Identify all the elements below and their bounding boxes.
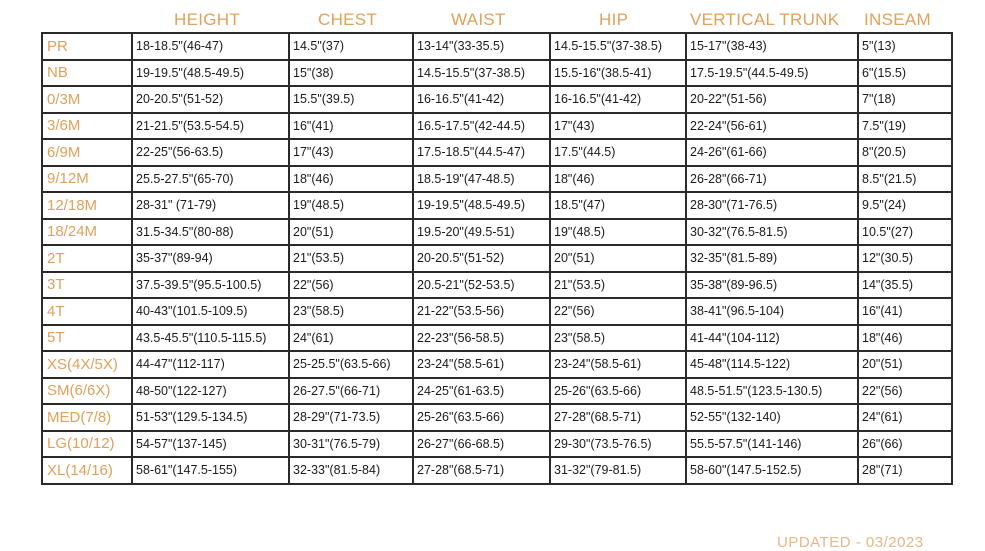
hip-cell: 27-28"(68.5-71)	[550, 404, 686, 431]
table-row	[42, 404, 952, 431]
header-inseam: INSEAM	[864, 10, 931, 29]
chest-cell: 18"(46)	[289, 166, 413, 193]
table-row	[42, 457, 952, 484]
hip-cell: 22"(56)	[550, 298, 686, 325]
height-cell: 21-21.5"(53.5-54.5)	[132, 113, 289, 140]
height-cell: 31.5-34.5"(80-88)	[132, 219, 289, 246]
size-cell: LG(10/12)	[42, 431, 132, 458]
waist-cell: 14.5-15.5"(37-38.5)	[413, 60, 550, 87]
waist-cell: 16-16.5"(41-42)	[413, 86, 550, 113]
height-cell: 58-61"(147.5-155)	[132, 457, 289, 484]
height-cell: 51-53"(129.5-134.5)	[132, 404, 289, 431]
chest-cell: 24"(61)	[289, 325, 413, 352]
inseam-cell: 7"(18)	[858, 86, 952, 113]
table-row	[42, 298, 952, 325]
table-row	[42, 351, 952, 378]
vertical-trunk-cell: 55.5-57.5"(141-146)	[686, 431, 858, 458]
height-cell: 20-20.5"(51-52)	[132, 86, 289, 113]
height-cell: 40-43"(101.5-109.5)	[132, 298, 289, 325]
waist-cell: 20-20.5"(51-52)	[413, 245, 550, 272]
waist-cell: 20.5-21"(52-53.5)	[413, 272, 550, 299]
table-row	[42, 60, 952, 87]
inseam-cell: 14"(35.5)	[858, 272, 952, 299]
waist-cell: 16.5-17.5"(42-44.5)	[413, 113, 550, 140]
waist-cell: 19.5-20"(49.5-51)	[413, 219, 550, 246]
hip-cell: 17"(43)	[550, 113, 686, 140]
waist-cell: 22-23"(56-58.5)	[413, 325, 550, 352]
height-cell: 28-31" (71-79)	[132, 192, 289, 219]
table-row	[42, 219, 952, 246]
header-hip: HIP	[599, 10, 629, 29]
vertical-trunk-cell: 58-60"(147.5-152.5)	[686, 457, 858, 484]
waist-cell: 21-22"(53.5-56)	[413, 298, 550, 325]
inseam-cell: 5"(13)	[858, 33, 952, 60]
header-height: HEIGHT	[174, 10, 241, 29]
height-cell: 19-19.5"(48.5-49.5)	[132, 60, 289, 87]
hip-cell: 18.5"(47)	[550, 192, 686, 219]
vertical-trunk-cell: 24-26"(61-66)	[686, 139, 858, 166]
table-row	[42, 113, 952, 140]
vertical-trunk-cell: 48.5-51.5"(123.5-130.5)	[686, 378, 858, 405]
size-cell: XS(4X/5X)	[42, 351, 132, 378]
inseam-cell: 9.5"(24)	[858, 192, 952, 219]
size-cell: 2T	[42, 245, 132, 272]
table-row	[42, 431, 952, 458]
table-row	[42, 166, 952, 193]
inseam-cell: 26"(66)	[858, 431, 952, 458]
waist-cell: 18.5-19"(47-48.5)	[413, 166, 550, 193]
inseam-cell: 8"(20.5)	[858, 139, 952, 166]
vertical-trunk-cell: 52-55"(132-140)	[686, 404, 858, 431]
vertical-trunk-cell: 20-22"(51-56)	[686, 86, 858, 113]
height-cell: 35-37"(89-94)	[132, 245, 289, 272]
hip-cell: 23"(58.5)	[550, 325, 686, 352]
hip-cell: 31-32"(79-81.5)	[550, 457, 686, 484]
size-chart-table	[41, 32, 953, 485]
size-cell: SM(6/6X)	[42, 378, 132, 405]
size-cell: 9/12M	[42, 166, 132, 193]
hip-cell: 18"(46)	[550, 166, 686, 193]
chest-cell: 26-27.5"(66-71)	[289, 378, 413, 405]
vertical-trunk-cell: 28-30"(71-76.5)	[686, 192, 858, 219]
hip-cell: 15.5-16"(38.5-41)	[550, 60, 686, 87]
inseam-cell: 22"(56)	[858, 378, 952, 405]
chest-cell: 22"(56)	[289, 272, 413, 299]
chest-cell: 21"(53.5)	[289, 245, 413, 272]
waist-cell: 19-19.5"(48.5-49.5)	[413, 192, 550, 219]
table-row	[42, 272, 952, 299]
vertical-trunk-cell: 41-44"(104-112)	[686, 325, 858, 352]
inseam-cell: 7.5"(19)	[858, 113, 952, 140]
chest-cell: 20"(51)	[289, 219, 413, 246]
chest-cell: 28-29"(71-73.5)	[289, 404, 413, 431]
inseam-cell: 20"(51)	[858, 351, 952, 378]
header-chest: CHEST	[318, 10, 378, 29]
waist-cell: 24-25"(61-63.5)	[413, 378, 550, 405]
chest-cell: 23"(58.5)	[289, 298, 413, 325]
size-cell: 4T	[42, 298, 132, 325]
chest-cell: 16"(41)	[289, 113, 413, 140]
size-cell: 5T	[42, 325, 132, 352]
size-cell: 6/9M	[42, 139, 132, 166]
hip-cell: 21"(53.5)	[550, 272, 686, 299]
vertical-trunk-cell: 22-24"(56-61)	[686, 113, 858, 140]
inseam-cell: 10.5"(27)	[858, 219, 952, 246]
vertical-trunk-cell: 17.5-19.5"(44.5-49.5)	[686, 60, 858, 87]
table-row	[42, 325, 952, 352]
size-cell: 0/3M	[42, 86, 132, 113]
updated-date-note: UPDATED - 03/2023	[777, 534, 924, 551]
vertical-trunk-cell: 26-28"(66-71)	[686, 166, 858, 193]
vertical-trunk-cell: 30-32"(76.5-81.5)	[686, 219, 858, 246]
size-cell: 12/18M	[42, 192, 132, 219]
chest-cell: 19"(48.5)	[289, 192, 413, 219]
table-row	[42, 378, 952, 405]
size-cell: 3T	[42, 272, 132, 299]
vertical-trunk-cell: 32-35"(81.5-89)	[686, 245, 858, 272]
vertical-trunk-cell: 35-38"(89-96.5)	[686, 272, 858, 299]
hip-cell: 29-30"(73.5-76.5)	[550, 431, 686, 458]
table-row	[42, 86, 952, 113]
waist-cell: 17.5-18.5"(44.5-47)	[413, 139, 550, 166]
waist-cell: 27-28"(68.5-71)	[413, 457, 550, 484]
hip-cell: 25-26"(63.5-66)	[550, 378, 686, 405]
waist-cell: 23-24"(58.5-61)	[413, 351, 550, 378]
waist-cell: 26-27"(66-68.5)	[413, 431, 550, 458]
chest-cell: 25-25.5"(63.5-66)	[289, 351, 413, 378]
inseam-cell: 24"(61)	[858, 404, 952, 431]
inseam-cell: 6"(15.5)	[858, 60, 952, 87]
inseam-cell: 12"(30.5)	[858, 245, 952, 272]
size-cell: XL(14/16)	[42, 457, 132, 484]
table-row	[42, 192, 952, 219]
vertical-trunk-cell: 45-48"(114.5-122)	[686, 351, 858, 378]
hip-cell: 19"(48.5)	[550, 219, 686, 246]
chest-cell: 30-31"(76.5-79)	[289, 431, 413, 458]
vertical-trunk-cell: 38-41"(96.5-104)	[686, 298, 858, 325]
height-cell: 25.5-27.5"(65-70)	[132, 166, 289, 193]
size-cell: 3/6M	[42, 113, 132, 140]
height-cell: 44-47"(112-117)	[132, 351, 289, 378]
chest-cell: 14.5"(37)	[289, 33, 413, 60]
waist-cell: 13-14"(33-35.5)	[413, 33, 550, 60]
size-cell: 18/24M	[42, 219, 132, 246]
height-cell: 22-25"(56-63.5)	[132, 139, 289, 166]
table-row	[42, 33, 952, 60]
hip-cell: 14.5-15.5"(37-38.5)	[550, 33, 686, 60]
chest-cell: 32-33"(81.5-84)	[289, 457, 413, 484]
height-cell: 18-18.5"(46-47)	[132, 33, 289, 60]
waist-cell: 25-26"(63.5-66)	[413, 404, 550, 431]
height-cell: 54-57"(137-145)	[132, 431, 289, 458]
vertical-trunk-cell: 15-17"(38-43)	[686, 33, 858, 60]
table-row	[42, 245, 952, 272]
header-vertical-trunk: VERTICAL TRUNK	[690, 10, 840, 29]
size-cell: PR	[42, 33, 132, 60]
inseam-cell: 28"(71)	[858, 457, 952, 484]
chest-cell: 17"(43)	[289, 139, 413, 166]
chest-cell: 15.5"(39.5)	[289, 86, 413, 113]
hip-cell: 20"(51)	[550, 245, 686, 272]
inseam-cell: 16"(41)	[858, 298, 952, 325]
hip-cell: 23-24"(58.5-61)	[550, 351, 686, 378]
header-waist: WAIST	[451, 10, 506, 29]
chest-cell: 15"(38)	[289, 60, 413, 87]
table-body	[42, 33, 952, 484]
size-cell: MED(7/8)	[42, 404, 132, 431]
inseam-cell: 8.5"(21.5)	[858, 166, 952, 193]
hip-cell: 16-16.5"(41-42)	[550, 86, 686, 113]
inseam-cell: 18"(46)	[858, 325, 952, 352]
hip-cell: 17.5"(44.5)	[550, 139, 686, 166]
size-cell: NB	[42, 60, 132, 87]
height-cell: 37.5-39.5"(95.5-100.5)	[132, 272, 289, 299]
height-cell: 48-50"(122-127)	[132, 378, 289, 405]
table-row	[42, 139, 952, 166]
height-cell: 43.5-45.5"(110.5-115.5)	[132, 325, 289, 352]
